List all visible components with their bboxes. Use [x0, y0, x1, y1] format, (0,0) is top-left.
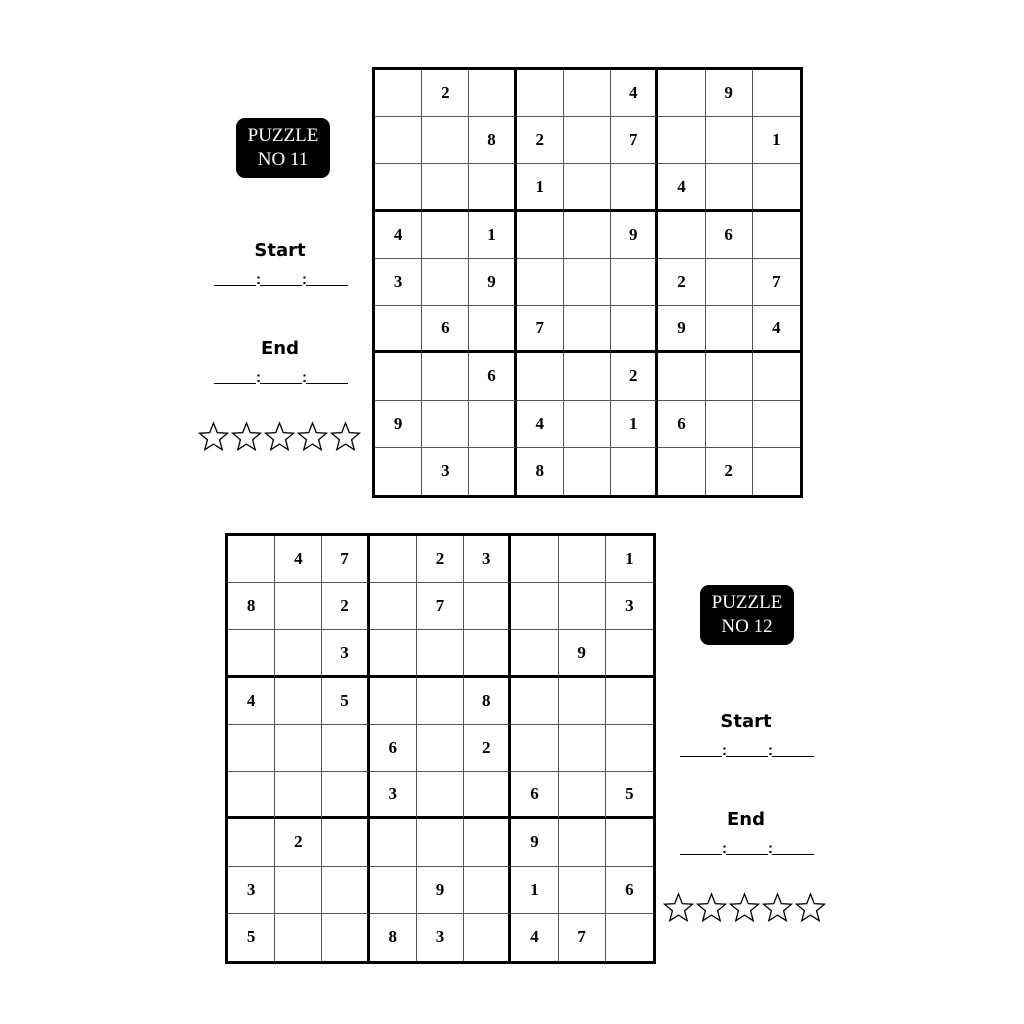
sudoku-cell[interactable]: 9: [658, 306, 705, 353]
sudoku-cell[interactable]: [559, 725, 606, 772]
sudoku-cell[interactable]: [606, 819, 653, 866]
sudoku-cell[interactable]: [706, 117, 753, 164]
sudoku-cell[interactable]: [606, 914, 653, 961]
sudoku-cell[interactable]: 5: [606, 772, 653, 819]
sudoku-cell[interactable]: 2: [706, 448, 753, 495]
sudoku-cell[interactable]: [517, 353, 564, 400]
sudoku-cell[interactable]: 4: [228, 678, 275, 725]
puzzle-12-grid[interactable]: [225, 533, 656, 964]
sudoku-cell[interactable]: 2: [275, 819, 322, 866]
sudoku-cell[interactable]: [417, 630, 464, 677]
sudoku-cell[interactable]: [564, 70, 611, 117]
sudoku-cell[interactable]: [706, 353, 753, 400]
sudoku-cell[interactable]: [228, 819, 275, 866]
star-icon[interactable]: [761, 891, 794, 923]
sudoku-cell[interactable]: [564, 212, 611, 259]
sudoku-cell[interactable]: [753, 212, 800, 259]
sudoku-cell[interactable]: [464, 819, 511, 866]
puzzle-11-end-time-field[interactable]: : :: [214, 370, 348, 384]
sudoku-cell[interactable]: [469, 70, 516, 117]
sudoku-cell[interactable]: 6: [422, 306, 469, 353]
sudoku-cell[interactable]: 8: [517, 448, 564, 495]
sudoku-cell[interactable]: 2: [658, 259, 705, 306]
sudoku-cell[interactable]: 7: [322, 536, 369, 583]
sudoku-cell[interactable]: [417, 819, 464, 866]
sudoku-cell[interactable]: [517, 259, 564, 306]
sudoku-cell[interactable]: [559, 772, 606, 819]
sudoku-cell[interactable]: [464, 914, 511, 961]
sudoku-cell[interactable]: [658, 353, 705, 400]
sudoku-cell[interactable]: [375, 306, 422, 353]
star-icon[interactable]: [197, 420, 230, 452]
sudoku-cell[interactable]: 5: [228, 914, 275, 961]
sudoku-cell[interactable]: [511, 583, 558, 630]
sudoku-cell[interactable]: 8: [370, 914, 417, 961]
sudoku-cell[interactable]: [375, 70, 422, 117]
puzzle-11-badge: [236, 118, 330, 178]
star-icon[interactable]: [230, 420, 263, 452]
sudoku-cell[interactable]: 8: [469, 117, 516, 164]
sudoku-cell[interactable]: 8: [464, 678, 511, 725]
sudoku-cell[interactable]: 7: [517, 306, 564, 353]
sudoku-cell[interactable]: [422, 212, 469, 259]
puzzle-12-end-time-field[interactable]: : :: [680, 841, 814, 855]
sudoku-cell[interactable]: 3: [417, 914, 464, 961]
sudoku-cell[interactable]: [370, 867, 417, 914]
puzzle-12-badge: [700, 585, 794, 645]
sudoku-cell[interactable]: 1: [611, 401, 658, 448]
sudoku-cell[interactable]: 9: [375, 401, 422, 448]
sudoku-cell[interactable]: [370, 536, 417, 583]
sudoku-cell[interactable]: [370, 630, 417, 677]
sudoku-cell[interactable]: 3: [375, 259, 422, 306]
sudoku-cell[interactable]: [422, 117, 469, 164]
sudoku-cell[interactable]: [228, 725, 275, 772]
sudoku-cell[interactable]: [228, 536, 275, 583]
sudoku-cell[interactable]: [375, 353, 422, 400]
puzzle-12-title-line2: NO 12: [721, 616, 773, 637]
puzzle-11-rating[interactable]: [197, 420, 362, 452]
sudoku-cell[interactable]: [464, 630, 511, 677]
sudoku-cell[interactable]: [511, 630, 558, 677]
sudoku-cell[interactable]: [422, 353, 469, 400]
sudoku-cell[interactable]: 7: [753, 259, 800, 306]
puzzle-11-start-time-field[interactable]: : :: [214, 272, 348, 286]
star-icon[interactable]: [695, 891, 728, 923]
sudoku-cell[interactable]: 2: [417, 536, 464, 583]
sudoku-cell[interactable]: [322, 914, 369, 961]
sudoku-cell[interactable]: 1: [753, 117, 800, 164]
sudoku-cell[interactable]: [322, 772, 369, 819]
star-icon[interactable]: [296, 420, 329, 452]
sudoku-cell[interactable]: 7: [559, 914, 606, 961]
puzzle-12-start-label: Start: [720, 711, 772, 732]
sudoku-cell[interactable]: 4: [753, 306, 800, 353]
sudoku-cell[interactable]: [753, 448, 800, 495]
sudoku-cell[interactable]: [517, 212, 564, 259]
sudoku-cell[interactable]: [606, 630, 653, 677]
sudoku-cell[interactable]: [658, 117, 705, 164]
sudoku-cell[interactable]: [275, 678, 322, 725]
sudoku-cell[interactable]: 4: [658, 164, 705, 211]
puzzle-11-start-label: Start: [254, 240, 306, 261]
sudoku-cell[interactable]: [370, 678, 417, 725]
sudoku-cell[interactable]: [559, 867, 606, 914]
sudoku-cell[interactable]: 3: [322, 630, 369, 677]
sudoku-cell[interactable]: [753, 70, 800, 117]
sudoku-cell[interactable]: [275, 867, 322, 914]
sudoku-cell[interactable]: [564, 401, 611, 448]
sudoku-cell[interactable]: [611, 164, 658, 211]
sudoku-cell[interactable]: [559, 583, 606, 630]
sudoku-cell[interactable]: [611, 448, 658, 495]
sudoku-cell[interactable]: [706, 164, 753, 211]
puzzle-11-end-label: End: [261, 338, 299, 359]
sudoku-cell[interactable]: 1: [606, 536, 653, 583]
sudoku-cell[interactable]: [706, 401, 753, 448]
sudoku-cell[interactable]: [606, 725, 653, 772]
sudoku-cell[interactable]: [511, 678, 558, 725]
sudoku-cell[interactable]: [753, 401, 800, 448]
sudoku-cell[interactable]: [611, 259, 658, 306]
sudoku-cell[interactable]: 6: [511, 772, 558, 819]
star-icon[interactable]: [662, 891, 695, 923]
sudoku-cell[interactable]: [658, 448, 705, 495]
sudoku-cell[interactable]: [422, 401, 469, 448]
sudoku-cell[interactable]: [564, 306, 611, 353]
sudoku-cell[interactable]: 9: [469, 259, 516, 306]
sudoku-cell[interactable]: [469, 164, 516, 211]
sudoku-cell[interactable]: 8: [228, 583, 275, 630]
star-icon[interactable]: [794, 891, 827, 923]
sudoku-cell[interactable]: 2: [611, 353, 658, 400]
sudoku-cell[interactable]: 1: [511, 867, 558, 914]
sudoku-cell[interactable]: [375, 448, 422, 495]
sudoku-cell[interactable]: [275, 772, 322, 819]
sudoku-cell[interactable]: 9: [417, 867, 464, 914]
sudoku-cell[interactable]: [511, 725, 558, 772]
sudoku-cell[interactable]: [564, 448, 611, 495]
sudoku-cell[interactable]: [469, 306, 516, 353]
sudoku-cell[interactable]: 3: [370, 772, 417, 819]
sudoku-cell[interactable]: [370, 819, 417, 866]
puzzle-11-title-line1: PUZZLE: [247, 125, 319, 146]
sudoku-cell[interactable]: [375, 117, 422, 164]
sudoku-cell[interactable]: [469, 448, 516, 495]
sudoku-cell[interactable]: 6: [469, 353, 516, 400]
sudoku-cell[interactable]: [706, 306, 753, 353]
sudoku-cell[interactable]: [753, 164, 800, 211]
puzzle-11-title-line2: NO 11: [257, 149, 309, 170]
sudoku-cell[interactable]: [658, 212, 705, 259]
puzzle-12-title-line1: PUZZLE: [711, 592, 783, 613]
sudoku-cell[interactable]: 6: [370, 725, 417, 772]
sudoku-cell[interactable]: [564, 259, 611, 306]
sudoku-cell[interactable]: [658, 70, 705, 117]
sudoku-cell[interactable]: 9: [611, 212, 658, 259]
sudoku-cell[interactable]: [228, 772, 275, 819]
sudoku-cell[interactable]: [564, 164, 611, 211]
sudoku-cell[interactable]: [228, 630, 275, 677]
sudoku-cell[interactable]: [322, 725, 369, 772]
sudoku-cell[interactable]: [417, 725, 464, 772]
sudoku-cell[interactable]: [275, 583, 322, 630]
sudoku-cell[interactable]: [464, 867, 511, 914]
sudoku-cell[interactable]: [422, 259, 469, 306]
sudoku-cell[interactable]: 4: [611, 70, 658, 117]
sudoku-cell[interactable]: 4: [375, 212, 422, 259]
sudoku-cell[interactable]: [464, 583, 511, 630]
sudoku-cell[interactable]: 4: [511, 914, 558, 961]
sudoku-cell[interactable]: 5: [322, 678, 369, 725]
sudoku-cell[interactable]: 1: [517, 164, 564, 211]
sudoku-cell[interactable]: [753, 353, 800, 400]
sudoku-cell[interactable]: 2: [422, 70, 469, 117]
sudoku-cell[interactable]: 3: [464, 536, 511, 583]
sudoku-cell[interactable]: [469, 401, 516, 448]
puzzle-12-rating[interactable]: [662, 891, 827, 923]
sudoku-cell[interactable]: 4: [275, 536, 322, 583]
sudoku-cell[interactable]: [606, 678, 653, 725]
puzzle-11-grid[interactable]: [372, 67, 803, 498]
sudoku-cell[interactable]: 1: [469, 212, 516, 259]
sudoku-cell[interactable]: [375, 164, 422, 211]
sudoku-cell[interactable]: 9: [511, 819, 558, 866]
sudoku-cell[interactable]: 7: [611, 117, 658, 164]
sudoku-cell[interactable]: 7: [417, 583, 464, 630]
star-icon[interactable]: [329, 420, 362, 452]
sudoku-cell[interactable]: 2: [517, 117, 564, 164]
sudoku-cell[interactable]: 2: [322, 583, 369, 630]
sudoku-cell[interactable]: 9: [706, 70, 753, 117]
star-icon[interactable]: [728, 891, 761, 923]
sudoku-cell[interactable]: [464, 772, 511, 819]
sudoku-cell[interactable]: 4: [517, 401, 564, 448]
sudoku-cell[interactable]: [559, 678, 606, 725]
sudoku-cell[interactable]: [564, 117, 611, 164]
sudoku-cell[interactable]: [322, 819, 369, 866]
sudoku-cell[interactable]: [559, 536, 606, 583]
star-icon[interactable]: [263, 420, 296, 452]
puzzle-12-start-time-field[interactable]: : :: [680, 743, 814, 757]
sudoku-cell[interactable]: [706, 259, 753, 306]
sudoku-cell[interactable]: [370, 583, 417, 630]
sudoku-cell[interactable]: [275, 914, 322, 961]
sudoku-cell[interactable]: [275, 630, 322, 677]
sudoku-cell[interactable]: 3: [606, 583, 653, 630]
sudoku-cell[interactable]: [422, 164, 469, 211]
sudoku-cell[interactable]: 9: [559, 630, 606, 677]
sudoku-cell[interactable]: 6: [706, 212, 753, 259]
sudoku-cell[interactable]: 3: [422, 448, 469, 495]
sudoku-cell[interactable]: [322, 867, 369, 914]
sudoku-cell[interactable]: 6: [606, 867, 653, 914]
sudoku-cell[interactable]: [511, 536, 558, 583]
puzzle-12-end-label: End: [727, 809, 765, 830]
sudoku-cell[interactable]: 3: [228, 867, 275, 914]
sudoku-cell[interactable]: 6: [658, 401, 705, 448]
sudoku-cell[interactable]: [564, 353, 611, 400]
sudoku-cell[interactable]: [275, 725, 322, 772]
sudoku-cell[interactable]: [559, 819, 606, 866]
sudoku-cell[interactable]: [517, 70, 564, 117]
sudoku-cell[interactable]: [417, 772, 464, 819]
sudoku-cell[interactable]: [417, 678, 464, 725]
sudoku-cell[interactable]: 2: [464, 725, 511, 772]
sudoku-cell[interactable]: [611, 306, 658, 353]
